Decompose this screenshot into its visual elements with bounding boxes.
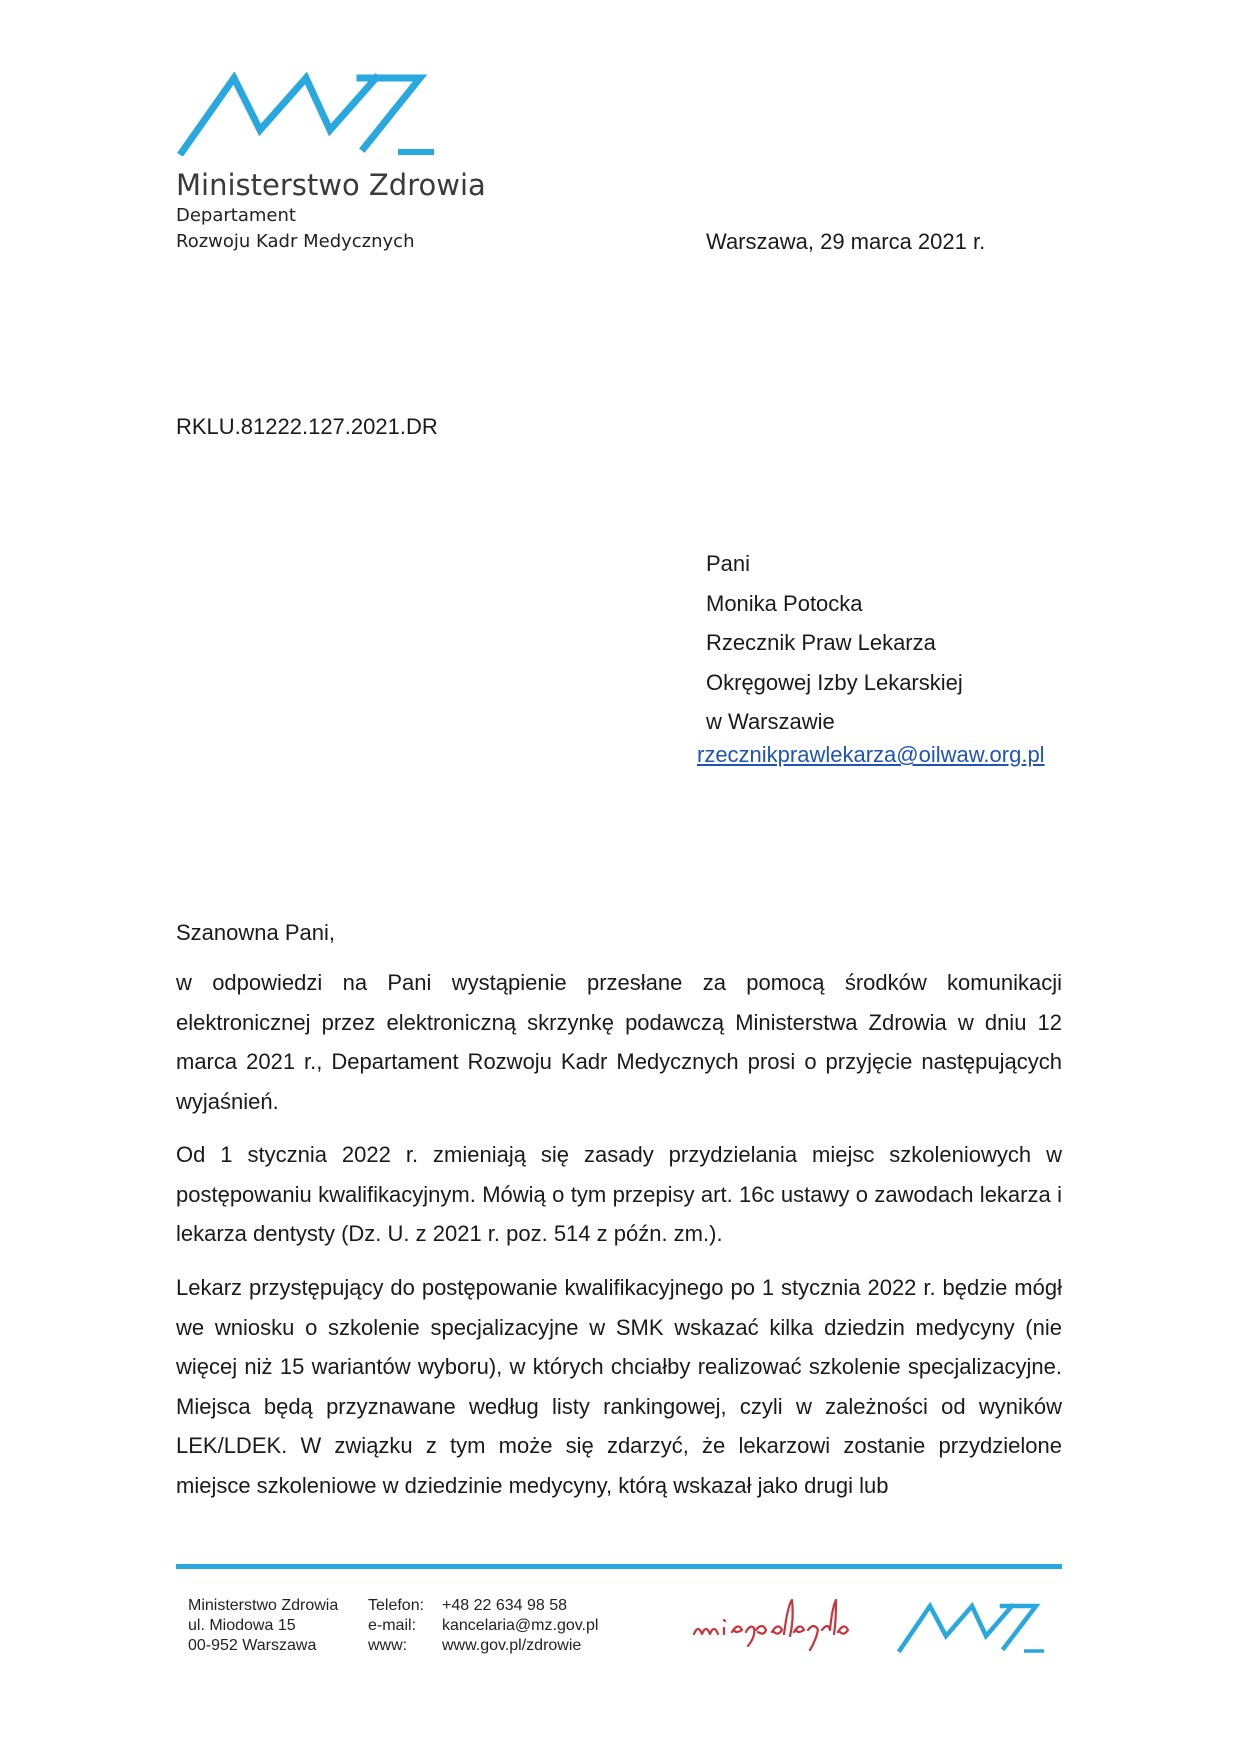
department-line-2: Rozwoju Kadr Medycznych (176, 231, 415, 252)
footer-website[interactable]: www.gov.pl/zdrowie (442, 1637, 582, 1654)
footer-contact-values (442, 1596, 598, 1656)
footer-contact-label: e-mail: (368, 1617, 417, 1634)
footer-address-line: ul. Miodowa 15 (188, 1617, 296, 1634)
recipient-line: Monika Potocka (706, 590, 863, 616)
department-line-1: Departament (176, 205, 296, 226)
footer-address (188, 1596, 338, 1656)
footer-email[interactable]: kancelaria@mz.gov.pl (442, 1617, 599, 1634)
footer-address-line: Ministerstwo Zdrowia (188, 1597, 339, 1614)
reference-number: RKLU.81222.127.2021.DR (176, 414, 438, 439)
mz-logo-icon (176, 72, 436, 156)
niepodlegla-signature-icon (690, 1594, 860, 1658)
footer-contact-label: www: (368, 1637, 408, 1654)
recipient-line: Rzecznik Praw Lekarza (706, 630, 936, 655)
footer-address-line: 00-952 Warszawa (188, 1637, 317, 1654)
salutation: Szanowna Pani, (176, 920, 335, 945)
letter-date: Warszawa, 29 marca 2021 r. (706, 229, 986, 254)
recipient-line: Okręgowej Izby Lekarskiej (706, 669, 963, 695)
footer-contact-label: Telefon: (368, 1597, 425, 1614)
recipient-block (706, 544, 963, 742)
recipient-line: w Warszawie (706, 709, 835, 734)
paragraph-3: Lekarz przystępujący do postępowanie kwalifikacyjnego po 1 stycznia 2022 r. będzie mógł we wniosku o szkolenie specjalizacyjne w SMK wskazać kilka dziedzin medycyny (nie więcej niż 15 wariantów wyboru), w których chciałby realizować szkolenie specjalizacyjne. Miejsca będą przyznawane według listy rankingowej, czyli w zależności od wyników LEK/LDEK. W związku z tym może się zdarzyć, że lekarzowi zostanie przydzielone miejsce szkoleniowe w dziedzinie medycyny, którą wskazał jako drugi lub (176, 1275, 1062, 1498)
recipient-email-link[interactable]: rzecznikprawlekarza@oilwaw.org.pl (697, 742, 1045, 767)
ministry-name: Ministerstwo Zdrowia (176, 168, 486, 202)
recipient-line: Pani (706, 551, 751, 576)
footer-contact-labels (368, 1596, 424, 1656)
footer-phone: +48 22 634 98 58 (442, 1597, 568, 1614)
paragraph-2: Od 1 stycznia 2022 r. zmieniają się zasady przydzielania miejsc szkoleniowych w postępowaniu kwalifikacyjnym. Mówią o tym przepisy art. 16c ustawy o zawodach lekarza i lekarza dentysty (Dz. U. z 2021 r. poz. 514 z późn. zm.). (176, 1142, 1062, 1246)
mz-footer-logo-icon (896, 1602, 1046, 1654)
footer-divider (176, 1564, 1062, 1569)
paragraph-1: w odpowiedzi na Pani wystąpienie przesłane za pomocą środków komunikacji elektronicznej przez elektroniczną skrzynkę podawczą Ministerstwa Zdrowia w dniu 12 marca 2021 r., Departament Rozwoju Kadr Medycznych prosi o przyjęcie następujących wyjaśnień. (176, 970, 1062, 1114)
